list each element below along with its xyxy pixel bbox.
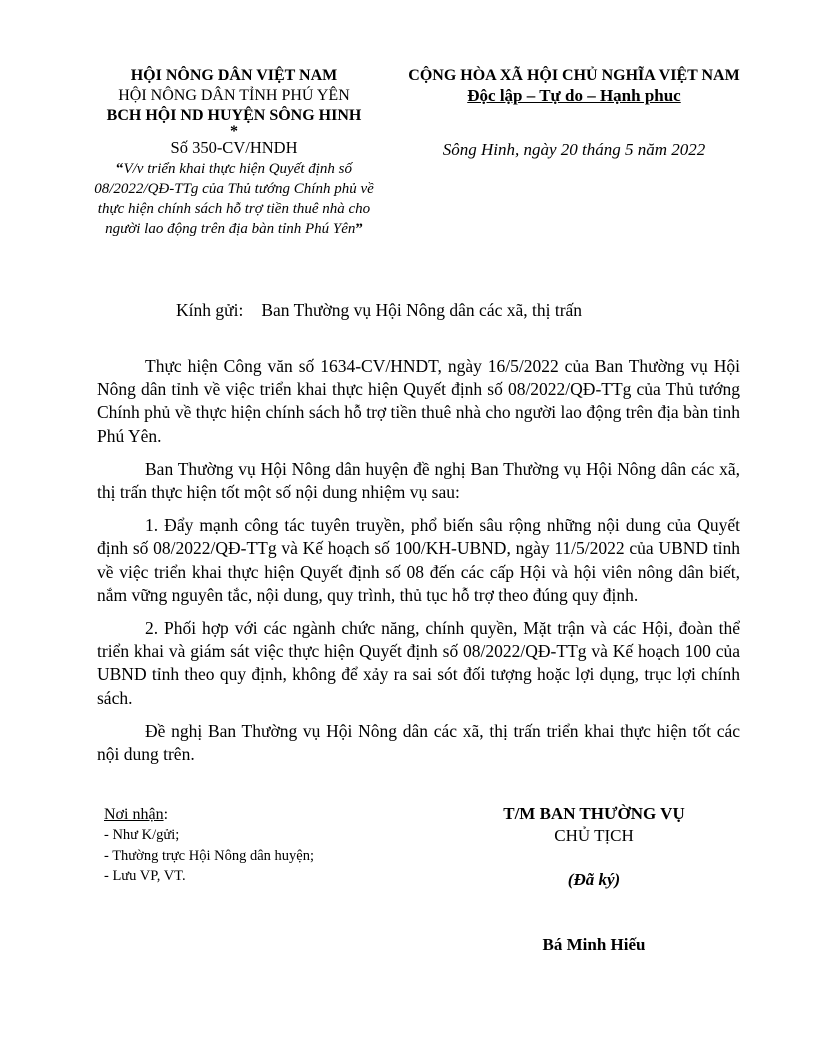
- body-paragraph: Thực hiện Công văn số 1634-CV/HNDT, ngày 16/5/2022 của Ban Thường vụ Hội Nông dân tỉnh về việc triển khai thực hiện Quyết định số 08/2022/QĐ-TTg của Thủ tướng Chính phủ về thực hiện chính sách hỗ trợ tiền thuê nhà cho người lao động trên địa bàn tinh Phú Yên.: [97, 356, 740, 446]
- issuer-org-national: HỘI NÔNG DÂN VIỆT NAM: [130, 67, 338, 84]
- header-star: *: [230, 123, 238, 140]
- recipient-label: Kính gửi:: [176, 300, 244, 320]
- body-paragraph: 2. Phối hợp với các ngành chức năng, chính quyền, Mặt trận và các Hội, đoàn thể triển khai và giám sát việc thực hiện Quyết định số 08/2022/QĐ-TTg và Kế hoạch 100 của UBND tỉnh theo quy định, không để xảy ra sai sót đối tượng hoặc lợi dụng, trục lợi chính sách.: [97, 618, 740, 708]
- distribution-heading: [104, 804, 404, 825]
- distribution-colon: :: [163, 806, 169, 823]
- recipient-name: Ban Thường vụ Hội Nông dân các xã, thị trấn: [261, 300, 583, 320]
- distribution-item: - Như K/gửi;: [104, 827, 180, 843]
- country-name: CỘNG HÒA XÃ HỘI CHỦ NGHĨA VIỆT NAM: [408, 67, 740, 84]
- body-paragraph: Ban Thường vụ Hội Nông dân huyện đề nghị Ban Thường vụ Hội Nông dân các xã, thị trấn thực hiện tốt một số nội dung nhiệm vụ sau:: [97, 458, 740, 503]
- distribution-item: - Thường trực Hội Nông dân huyện;: [104, 847, 314, 864]
- distribution-label: Nơi nhận: [104, 806, 164, 823]
- place-date: Sông Hinh, ngày 20 tháng 5 năm 2022: [442, 140, 706, 159]
- document-number: Số 350-CV/HNDH: [170, 138, 298, 157]
- subject-close-quote: ”: [355, 221, 363, 237]
- document-body: [97, 355, 740, 776]
- document-subject: [88, 159, 380, 239]
- national-motto: Độc lập – Tự do – Hạnh phuc: [467, 86, 681, 105]
- national-header: [388, 66, 760, 160]
- distribution-list: [104, 804, 404, 887]
- signature-signed-note: (Đã ký): [567, 870, 621, 889]
- subject-open-quote: “: [115, 161, 124, 177]
- distribution-item: - Lưu VP, VT.: [104, 868, 186, 884]
- issuer-header: [88, 66, 380, 239]
- signature-block: [470, 803, 718, 956]
- subject-text: V/v triển khai thực hiện Quyết định số 08/2022/QĐ-TTg của Thủ tướng Chính phủ về thực hiện chính sách hỗ trợ tiền thuê nhà cho người lao động trên địa bàn tỉnh Phú Yên: [94, 161, 374, 237]
- body-paragraph: Đề nghị Ban Thường vụ Hội Nông dân các xã, thị trấn triển khai thực hiện tốt các nội dung trên.: [97, 720, 740, 765]
- issuer-org-district: BCH HỘI ND HUYỆN SÔNG HINH: [106, 107, 362, 124]
- signer-name: Bá Minh Hiếu: [542, 935, 646, 954]
- body-paragraph: 1. Đẩy mạnh công tác tuyên truyền, phổ biến sâu rộng những nội dung của Quyết định số 08/2022/QĐ-TTg và Kế hoạch số 100/KH-UBND, ngày 11/5/2022 của UBND tỉnh về việc triển khai thực hiện Quyết định số 08 đến các cấp Hội và hội viên nông dân biết, nắm vững nguyên tắc, nội dung, quy trình, thủ tục hỗ trợ theo đúng quy định.: [97, 515, 740, 605]
- recipient-line: [176, 300, 582, 321]
- issuer-org-province: HỘI NÔNG DÂN TỈNH PHÚ YÊN: [118, 87, 350, 104]
- signature-title: CHỦ TỊCH: [554, 826, 634, 845]
- signature-on-behalf: T/M BAN THƯỜNG VỤ: [503, 804, 685, 823]
